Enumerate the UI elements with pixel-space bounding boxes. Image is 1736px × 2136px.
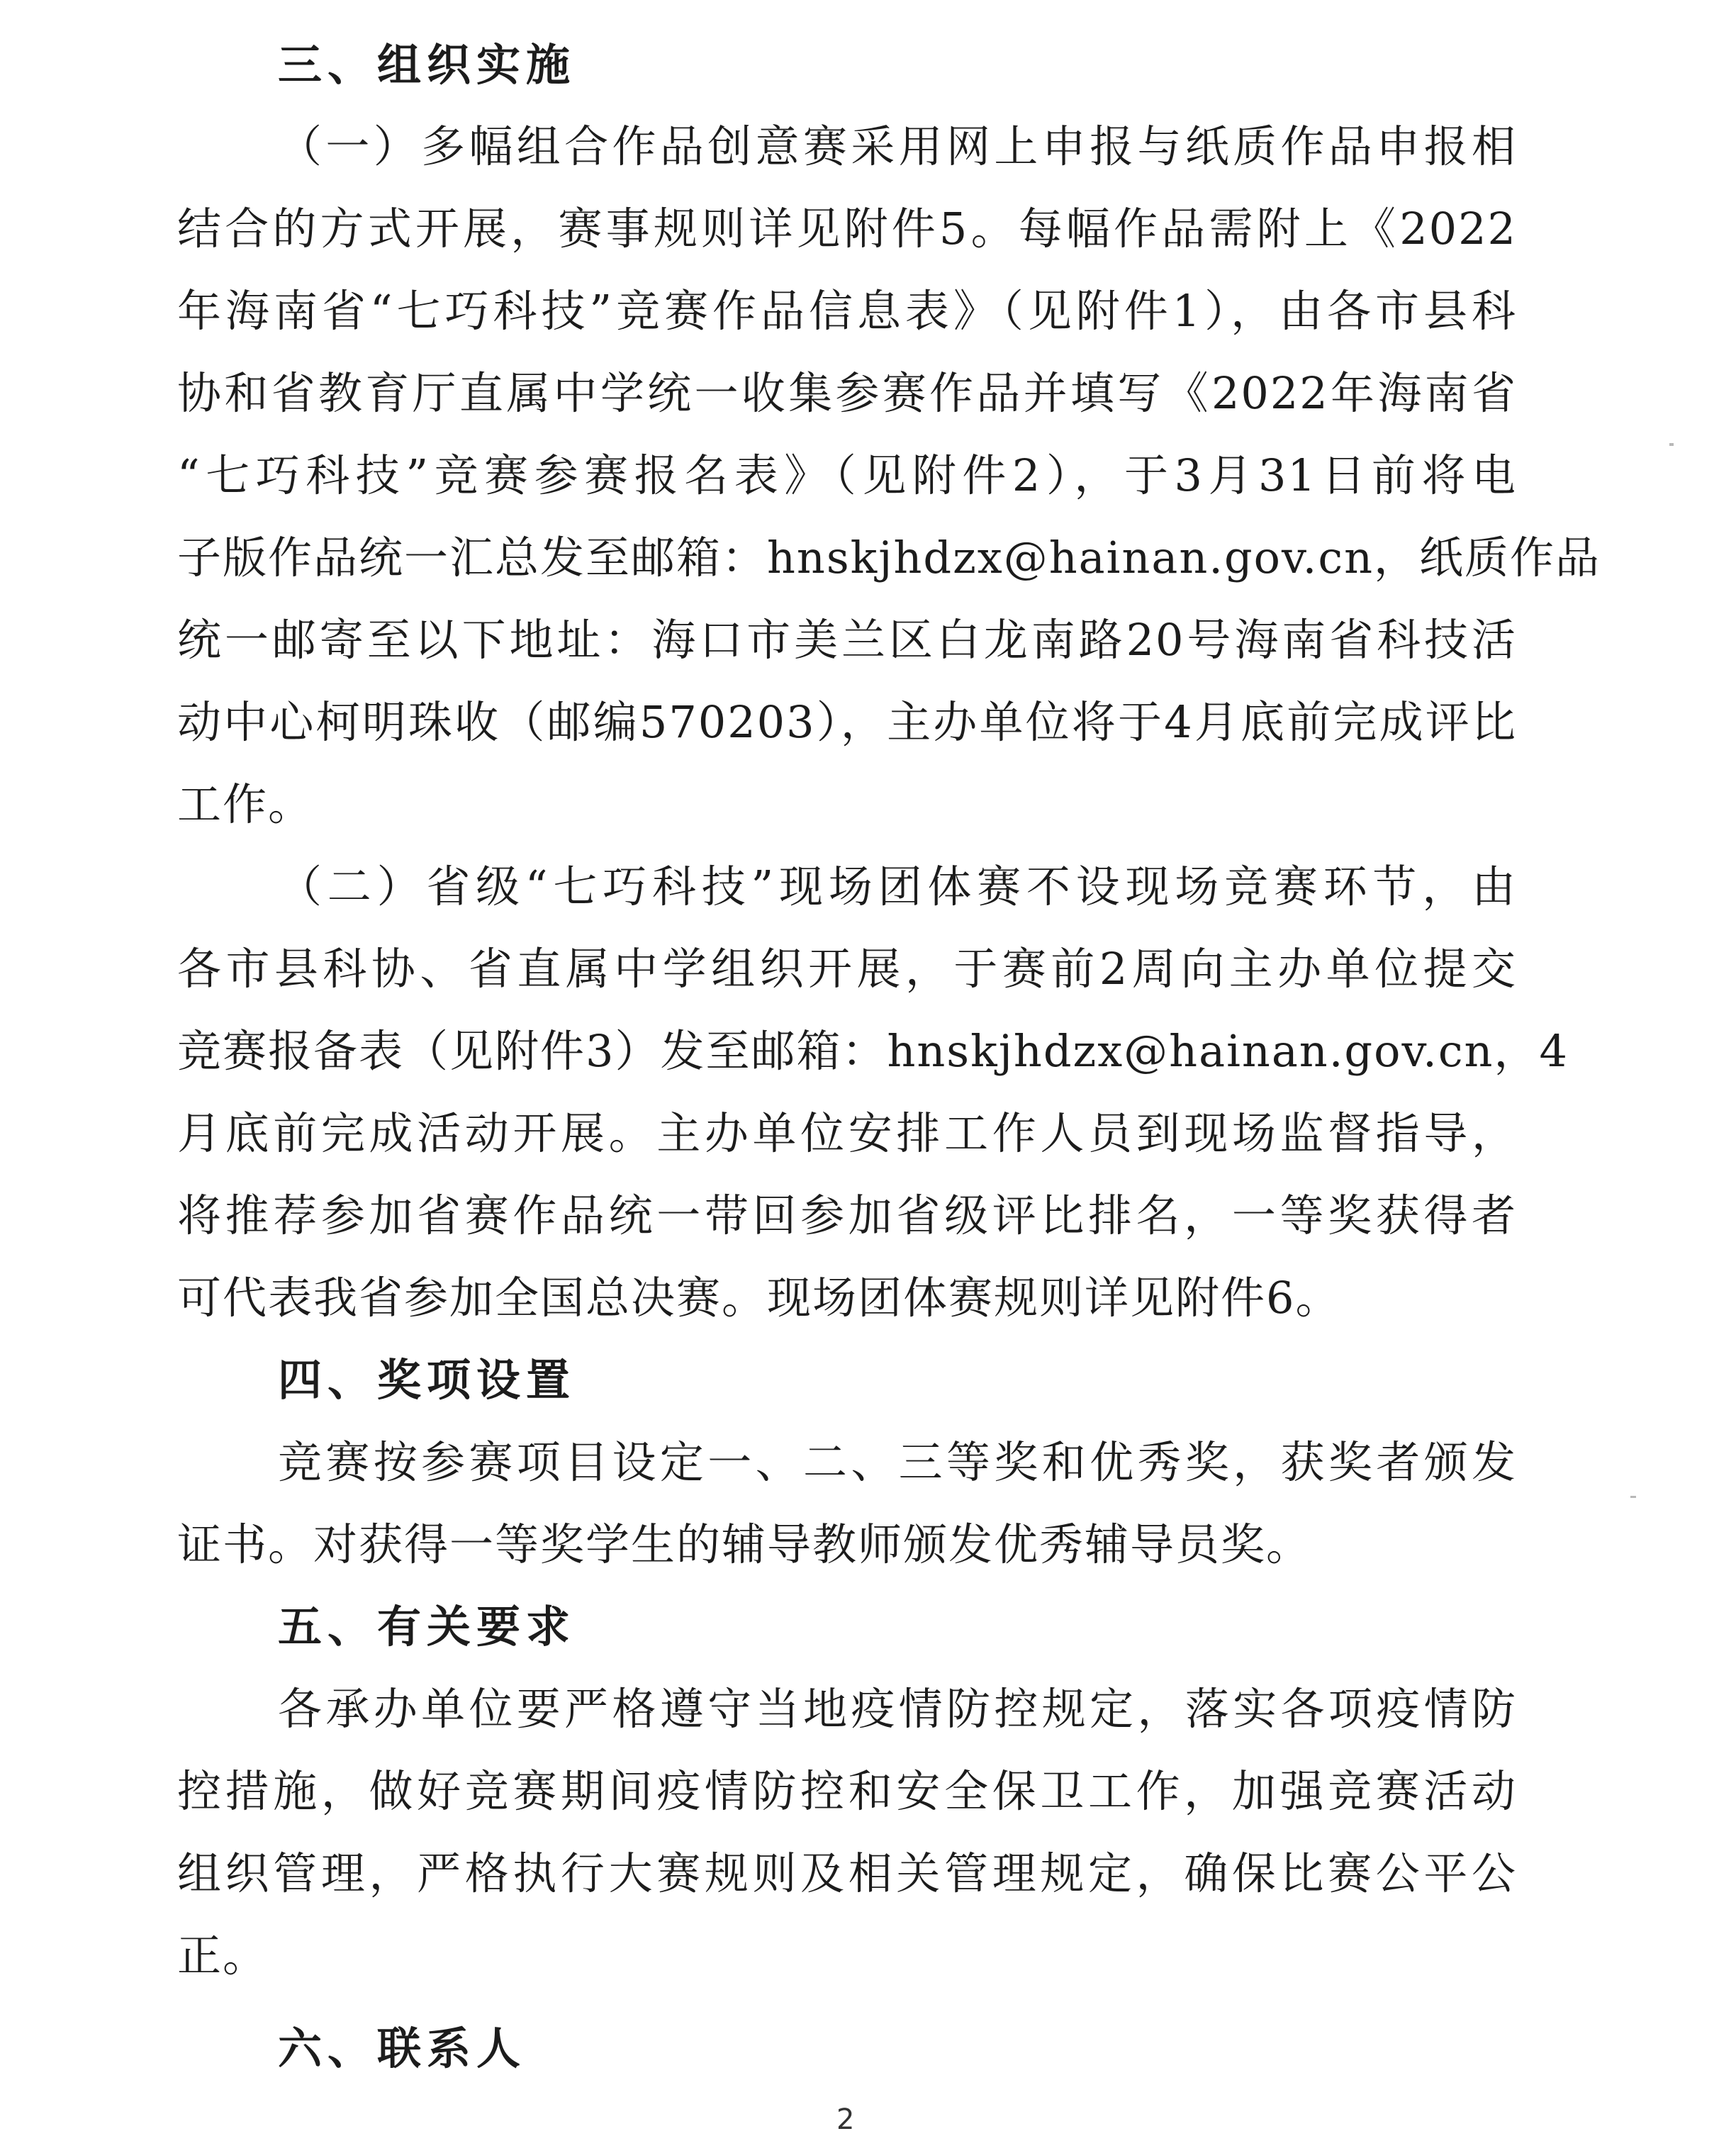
paragraph-line: 各市县科协、省直属中学组织开展，于赛前2周向主办单位提交 <box>177 943 1517 995</box>
paragraph-line: 可代表我省参加全国总决赛。现场团体赛规则详见附件6。 <box>177 1272 1341 1324</box>
paragraph-line: （一）多幅组合作品创意赛采用网上申报与纸质作品申报相 <box>278 121 1517 172</box>
paragraph-line: 组织管理，严格执行大赛规则及相关管理规定，确保比赛公平公 <box>177 1847 1517 1899</box>
section-heading-requirements: 五、有关要求 <box>278 1601 576 1653</box>
paragraph-line: 各承办单位要严格遵守当地疫情防控规定，落实各项疫情防 <box>278 1683 1517 1735</box>
scan-speck <box>1630 1496 1636 1498</box>
scan-speck <box>1669 443 1674 446</box>
paragraph-line: 月底前完成活动开展。主办单位安排工作人员到现场监督指导， <box>177 1107 1517 1159</box>
page-number: 2 <box>836 2103 855 2136</box>
paragraph-line: “七巧科技”竞赛参赛报名表》（见附件2），于3月31日前将电 <box>177 449 1517 501</box>
paragraph-line: 结合的方式开展，赛事规则详见附件5。每幅作品需附上《2022 <box>177 203 1517 255</box>
paragraph-line: 统一邮寄至以下地址：海口市美兰区白龙南路20号海南省科技活 <box>177 614 1517 666</box>
paragraph-line: 竞赛按参赛项目设定一、二、三等奖和优秀奖，获奖者颁发 <box>278 1436 1517 1488</box>
paragraph-line: 竞赛报备表（见附件3）发至邮箱：hnskjhdzx@hainan.gov.cn，4 <box>177 1025 1569 1077</box>
paragraph-line: 将推荐参加省赛作品统一带回参加省级评比排名，一等奖获得者 <box>177 1190 1517 1241</box>
paragraph-line: 控措施，做好竞赛期间疫情防控和安全保卫工作，加强竞赛活动 <box>177 1765 1517 1817</box>
paragraph-line: 子版作品统一汇总发至邮箱：hnskjhdzx@hainan.gov.cn，纸质作品 <box>177 532 1601 583</box>
paragraph-line: 正。 <box>177 1930 269 1981</box>
paragraph-line: 动中心柯明珠收（邮编570203），主办单位将于4月底前完成评比 <box>177 696 1517 748</box>
section-heading-organization: 三、组织实施 <box>278 39 576 91</box>
paragraph-line: 工作。 <box>177 778 314 830</box>
paragraph-line: 年海南省“七巧科技”竞赛作品信息表》（见附件1），由各市县科 <box>177 285 1517 337</box>
section-heading-contacts: 六、联系人 <box>278 2023 527 2074</box>
section-heading-awards: 四、奖项设置 <box>278 1354 576 1406</box>
paragraph-line: 证书。对获得一等奖学生的辅导教师颁发优秀辅导员奖。 <box>177 1519 1312 1570</box>
paragraph-line: （二）省级“七巧科技”现场团体赛不设现场竞赛环节，由 <box>278 861 1517 912</box>
paragraph-line: 协和省教育厅直属中学统一收集参赛作品并填写《2022年海南省 <box>177 367 1517 419</box>
